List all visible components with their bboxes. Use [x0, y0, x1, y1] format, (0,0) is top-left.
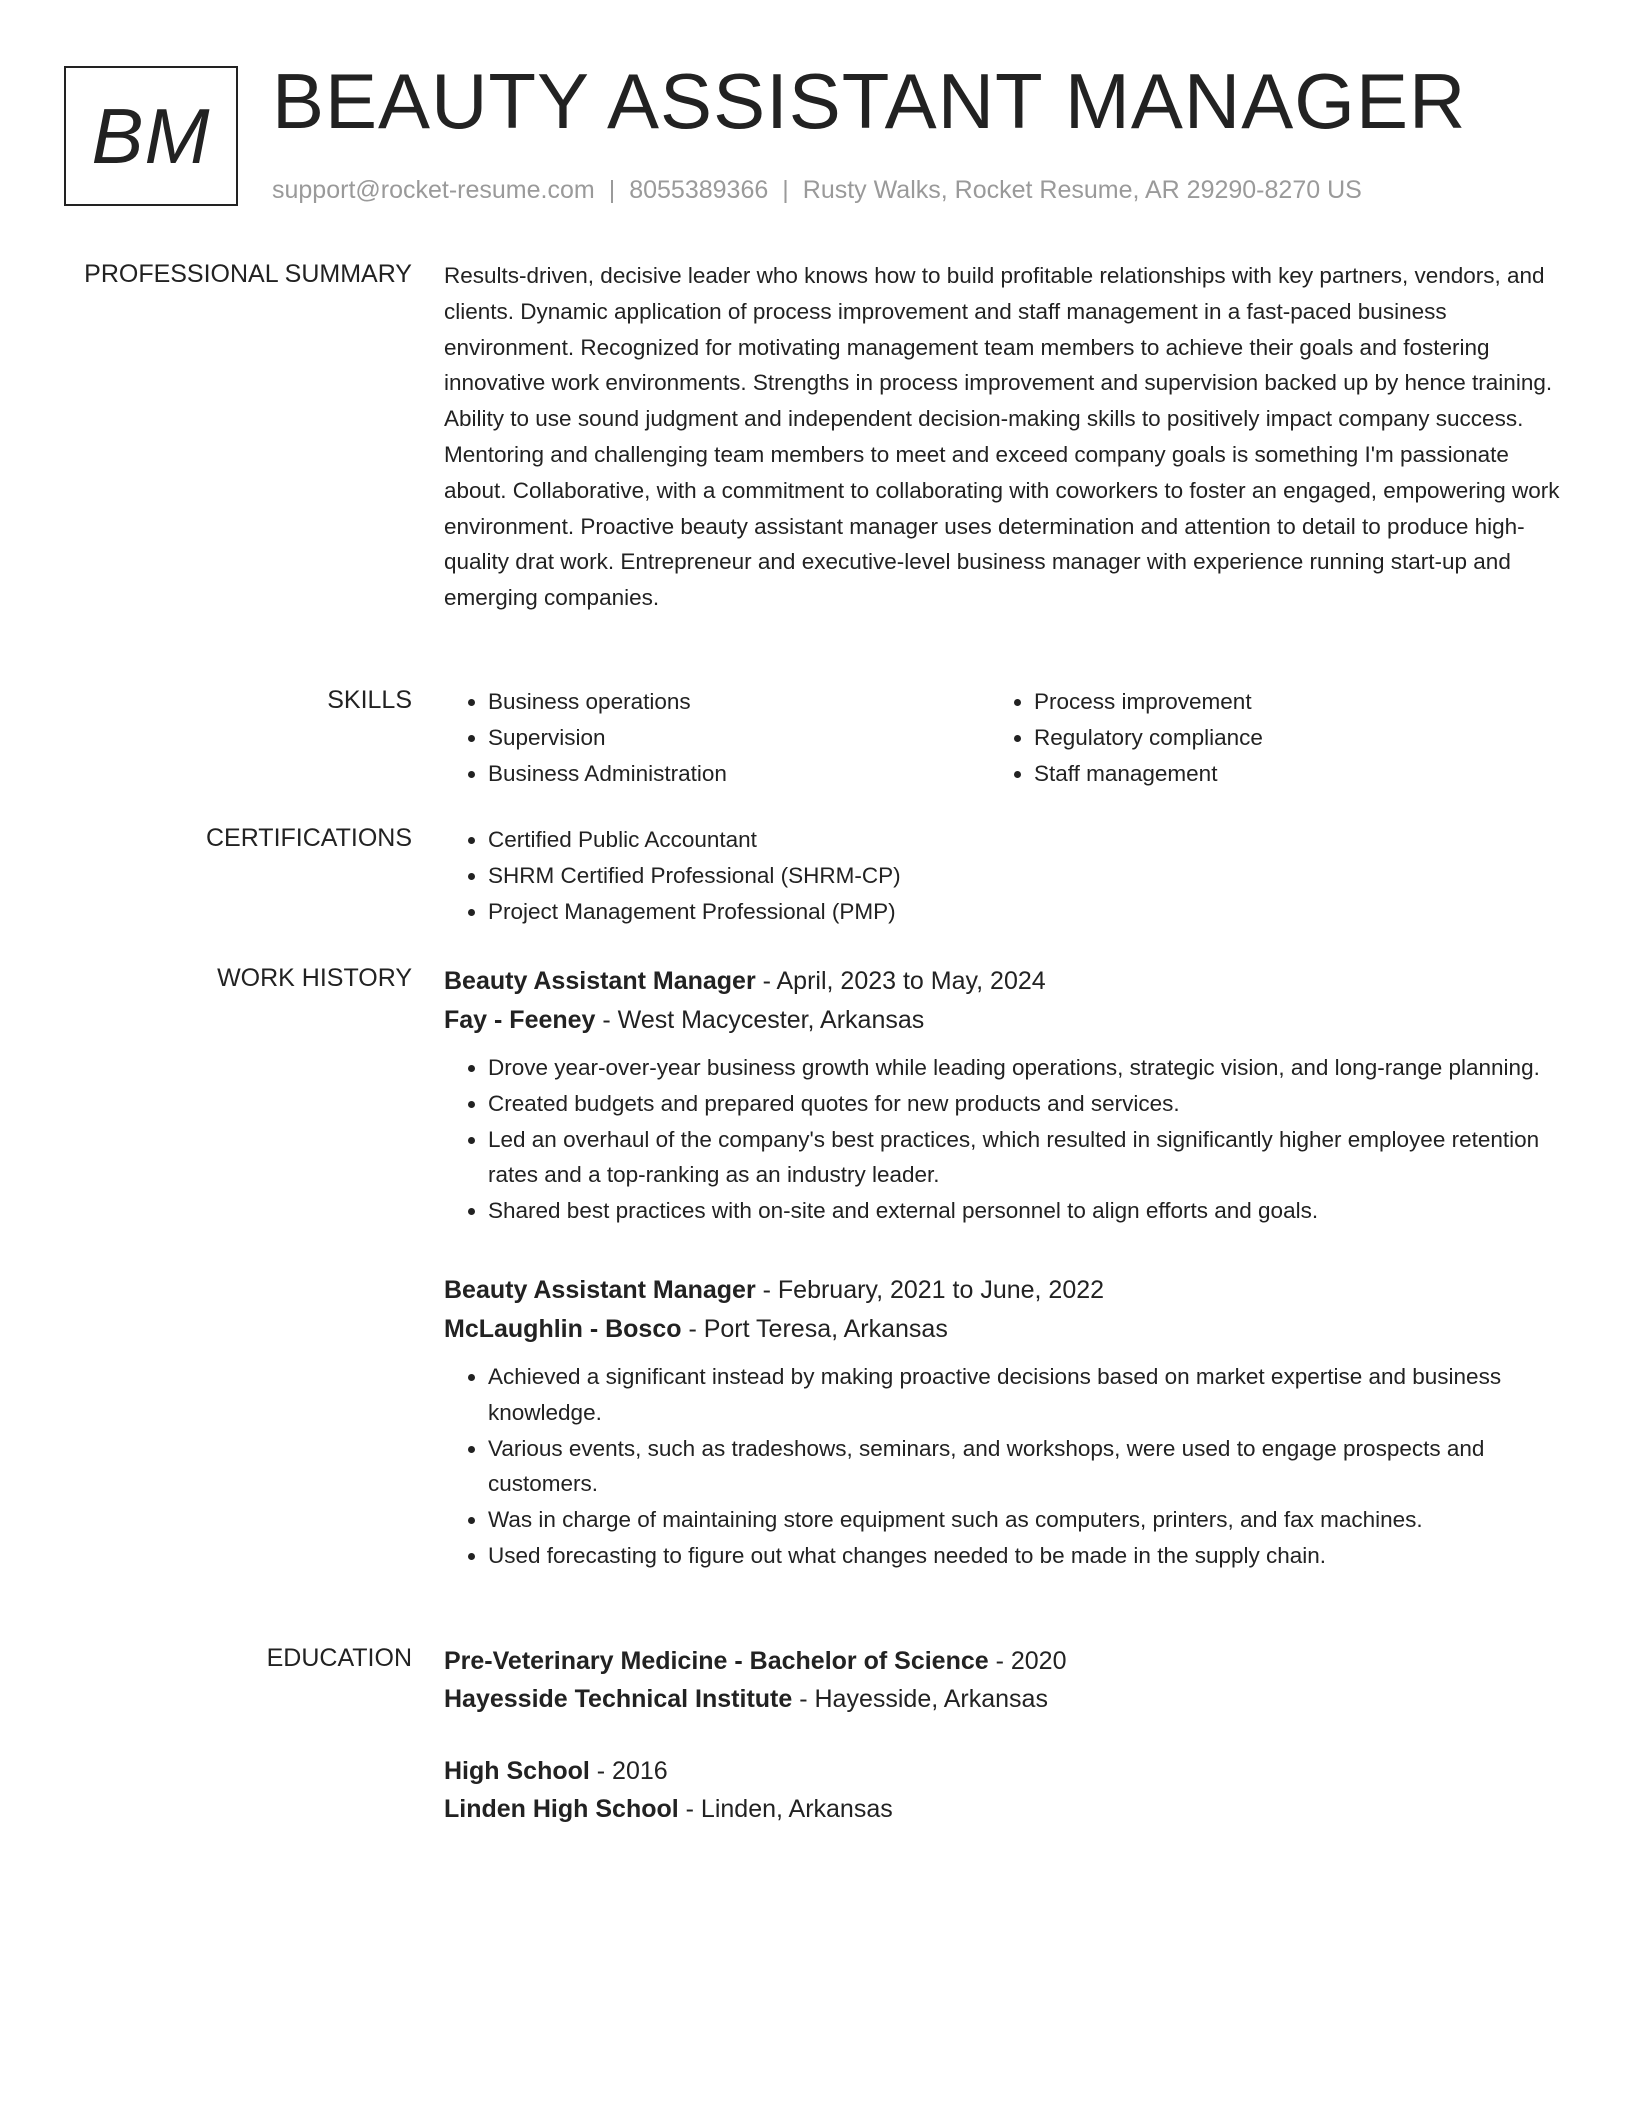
job-location: - Port Teresa, Arkansas	[681, 1314, 948, 1343]
list-item: • SHRM Certified Professional (SHRM-CP)	[488, 858, 1560, 894]
summary-paragraph: Results-driven, decisive leader who knows how to build profitable relationships with key partners, vendors, and clients. Dynamic application of process improvement and staff management in a fast-paced business environment. Recognized for motivating management team members to achieve their goals and fostering innovative work environments. Strengths in process improvement and supervision backed up by hence training. Ability to use sound judgment and independent decision-making skills to positively impact company success. Mentoring and challenging team members to meet and exceed company goals is something I'm passionate about. Collaborative, with a commitment to collaborating with coworkers to foster an engaged, empowering work environment. Proactive beauty assistant manager uses determination and attention to detail to produce high-quality drat work. Entrepreneur and executive-level business manager with experience running start-up and emerging companies.	[444, 263, 1560, 611]
monogram-box	[64, 66, 238, 206]
list-item: • Business operations	[488, 684, 990, 720]
list-item: • Process improvement	[1034, 684, 1536, 720]
section-heading: CERTIFICATIONS	[205, 824, 412, 852]
list-item: • Regulatory compliance	[1034, 720, 1536, 756]
contact-separator: |	[782, 176, 789, 204]
job-title: Beauty Assistant Manager	[444, 967, 756, 995]
education-school: Hayesside Technical Institute	[444, 1685, 793, 1713]
education-degree: Pre-Veterinary Medicine - Bachelor of Science	[444, 1647, 989, 1675]
education-school-line	[444, 1790, 1560, 1828]
list-item: • Various events, such as tradeshows, seminars, and workshops, were used to engage prospects and customers.	[488, 1431, 1560, 1503]
education-degree-line	[444, 1752, 1560, 1790]
certifications-list	[444, 822, 1560, 929]
skills-columns	[444, 684, 1560, 791]
job-company: McLaughlin - Bosco	[444, 1314, 682, 1343]
list-item: • Supervision	[488, 720, 990, 756]
contact-line	[272, 174, 1362, 206]
job-location: - West Macycester, Arkansas	[595, 1006, 925, 1034]
list-item: • Created budgets and prepared quotes for new products and services.	[488, 1086, 1560, 1122]
job-dates: - February, 2021 to June, 2022	[755, 1275, 1105, 1304]
list-item: • Staff management	[1034, 756, 1536, 792]
list-item: • Achieved a significant instead by making proactive decisions based on market expertise and business knowledge.	[488, 1359, 1560, 1431]
skills-list-right	[990, 684, 1536, 791]
skills-list-left	[444, 684, 990, 791]
contact-address: Rusty Walks, Rocket Resume, AR 29290-8270 US	[802, 176, 1362, 204]
list-item: • Used forecasting to figure out what changes needed to be made in the supply chain.	[488, 1538, 1560, 1574]
education-year: - 2020	[988, 1647, 1067, 1675]
section-body	[444, 962, 1560, 1616]
section-heading: SKILLS	[327, 686, 412, 714]
job-entry	[444, 962, 1560, 1229]
education-location: - Hayesside, Arkansas	[792, 1685, 1048, 1713]
education-school-line	[444, 1680, 1560, 1718]
education-entry	[444, 1642, 1560, 1718]
contact-separator: |	[608, 176, 616, 204]
list-item: • Business Administration	[488, 756, 990, 792]
resume-title: BEAUTY ASSISTANT MANAGER	[272, 57, 1467, 145]
job-title-line	[444, 962, 1560, 1001]
job-company-line	[444, 1001, 1560, 1040]
job-company-line	[444, 1310, 1560, 1349]
education-location: - Linden, Arkansas	[678, 1795, 893, 1823]
section-body	[444, 258, 1560, 616]
job-dates: - April, 2023 to May, 2024	[755, 967, 1046, 995]
section-heading: PROFESSIONAL SUMMARY	[84, 260, 412, 288]
education-degree: High School	[444, 1757, 590, 1785]
job-company: Fay - Feeney	[444, 1006, 596, 1034]
job-title-line	[444, 1271, 1560, 1310]
contact-email: support@rocket-resume.com	[272, 176, 595, 204]
list-item: • Shared best practices with on-site and external personnel to align efforts and goals.	[488, 1193, 1560, 1229]
job-title: Beauty Assistant Manager	[444, 1275, 756, 1304]
list-item: • Drove year-over-year business growth while leading operations, strategic vision, and long-range planning.	[488, 1050, 1560, 1086]
education-year: - 2016	[589, 1757, 668, 1785]
list-item: • Certified Public Accountant	[488, 822, 1560, 858]
monogram-initials: BM	[91, 91, 211, 180]
contact-phone: 8055389366	[629, 176, 769, 204]
section-body	[444, 822, 1560, 929]
section-heading: WORK HISTORY	[217, 964, 412, 992]
job-bullets	[444, 1050, 1560, 1229]
section-body	[444, 1642, 1560, 1862]
job-bullets	[444, 1359, 1560, 1574]
list-item: • Led an overhaul of the company's best practices, which resulted in significantly higher employee retention rates and a top-ranking as an industry leader.	[488, 1122, 1560, 1194]
education-degree-line	[444, 1642, 1560, 1680]
list-item: • Project Management Professional (PMP)	[488, 894, 1560, 930]
section-heading: EDUCATION	[266, 1644, 412, 1672]
job-entry	[444, 1271, 1560, 1574]
education-school: Linden High School	[444, 1795, 679, 1823]
list-item: • Was in charge of maintaining store equipment such as computers, printers, and fax machines.	[488, 1502, 1560, 1538]
education-entry	[444, 1752, 1560, 1828]
